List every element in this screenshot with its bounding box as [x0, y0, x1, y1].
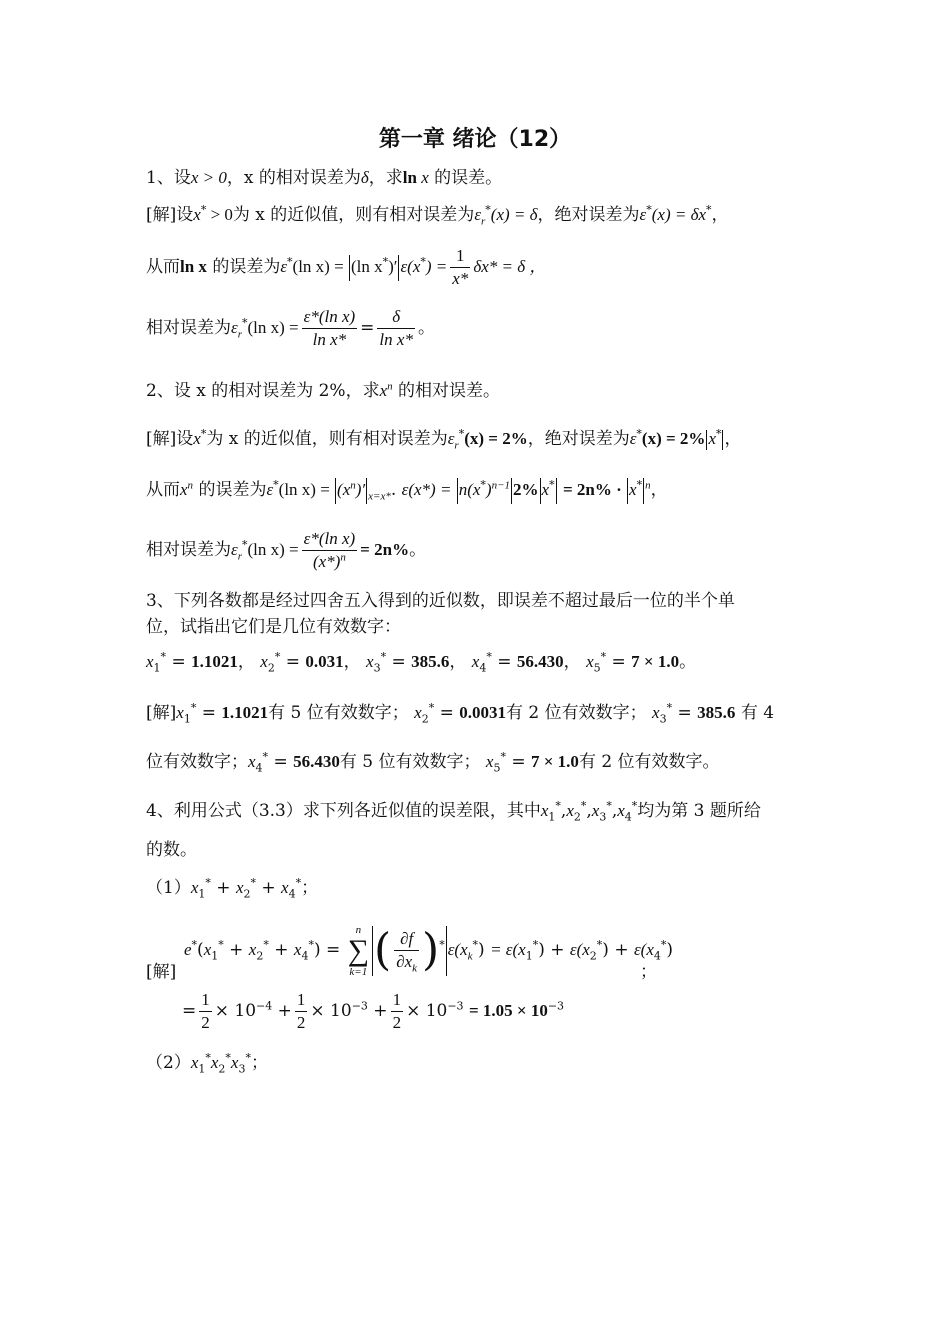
- partial-derivative-fraction: $\frac{\partial f}{\partial x_k}$: [396, 929, 418, 975]
- problem-2-question: 2、设 x 的相对误差为 2%，求$x^n$ 的相对误差。: [146, 380, 501, 401]
- half-fraction-2: $\frac{1}{2}$: [296, 990, 306, 1032]
- fraction-relative-error: $\frac{\text{ε*(ln x)}}{\text{ln x*}}$: [303, 307, 356, 349]
- problem-2-solution-line-1: [解]设x*为 x 的近似值，则有相对误差为$\varepsilon_r^*(x) = 2\%$，绝对误差为ε*(x) = 2% x* ，: [146, 427, 742, 452]
- problem-3-values: $x_1^* = 1.1021$， $x_2^* = 0.031$， $x_3^* = 385.6$， $x_4^* = 56.430$， $x_5^* = 7 \times 1.0$。: [146, 650, 697, 675]
- problem-1-solution-line-1: [解]设x* > 0为 x 的近似值，则有相对误差为$\varepsilon_r^*(x) = \delta$，绝对误差为ε*(x) = δx*，: [146, 203, 729, 228]
- problem-3-solution-line-1: [解]$x_1^* = 1.1021$有 5 位有效数字； $x_2^* = 0.0031$有 2 位有效数字； $x_3^* = 385.6$ 有 4: [146, 701, 775, 726]
- fraction-relative-error-n: $\frac{\text{ε*(ln x)}}{(x*)^n}$: [303, 529, 356, 571]
- summation-sign: n ∑ k=1: [347, 923, 370, 978]
- fraction-one-over-x: $\frac{1}{x*}$: [452, 246, 469, 288]
- solution-label: [解]: [146, 962, 177, 982]
- problem-3-question-line-2: 位，试指出它们是几位有效数字：: [146, 617, 401, 637]
- problem-4-question-line-2: 的数。: [146, 840, 197, 860]
- problem-2-solution-line-3: 相对误差为$\varepsilon_r^*(\ln$ x) = $\frac{\text{ε*(ln x)}}{(x*)^n}$ = 2n%。: [146, 529, 427, 571]
- problem-1-question: 1、设x > 0，x 的相对误差为δ，求ln x 的误差。: [146, 168, 503, 188]
- problem-4-solution-equation-1: $e^*(x_1^* + x_2^* + x_4^*)$ = n ∑ k=1 ( $\frac{\partial f}{\partial x_k}$ )* $\varepsilon(x_k^*) = \varepsilon(x_1^*) + \varepsilon(x_2^*) + \varepsilon(x_4^*)$: [184, 923, 674, 978]
- semicolon: ；: [640, 962, 657, 982]
- half-fraction-1: $\frac{1}{2}$: [201, 990, 210, 1032]
- problem-4-question-line-1: 4、利用公式（3.3）求下列各近似值的误差限，其中$x_1^*,x_2^*,x_3^*,x_4^*$均为第 3 题所给: [146, 799, 761, 824]
- problem-1-solution-line-2: 从而ln x 的误差为ε*(ln x) = (ln x*)′ ε(x*) = $\frac{1}{x*}$ δx* = δ ，: [146, 246, 547, 288]
- problem-1-solution-line-3: 相对误差为$\varepsilon_r^*(\ln$ x) = $\frac{\text{ε*(ln x)}}{\text{ln x*}}$ = $\frac{\delta}{\text{ln x*}}$ 。: [146, 307, 435, 349]
- problem-4-item-2: $(2)x_1^*x_2^*x_3^*$；: [146, 1051, 268, 1076]
- problem-4-solution-equation-2: = $\frac{1}{2}$ × $10^{-4}$ + $\frac{1}{2}$ × $10^{-3}$ + $\frac{1}{2}$ × $10^{-3} = 1.05 \times 10^{-3}$: [182, 990, 565, 1032]
- problem-2-solution-line-2: 从而$x^n$ 的误差为ε*(ln $x) = (x^n)'$ $_{x=x*}$. $\varepsilon(x*) = n(x^*)^{n-1}$ 2% x* = 2n% · x* $^n$，: [146, 478, 668, 503]
- fraction-delta-over-ln: $\frac{\delta}{\text{ln x*}}$: [379, 307, 413, 349]
- chapter-title: 第一章 绪论（12）: [378, 127, 572, 152]
- problem-3-question-line-1: 3、下列各数都是经过四舍五入得到的近似数，即误差不超过最后一位的半个单: [146, 591, 735, 611]
- problem-4-item-1: $(1)x_1^* + x_2^* + x_4^*$；: [146, 876, 319, 901]
- problem-3-solution-line-2: 位有效数字；$x_4^* = 56.430$有 5 位有效数字； $x_5^* = 7 \times 1.0$有 2 位有效数字。: [146, 750, 720, 775]
- half-fraction-3: $\frac{1}{2}$: [392, 990, 402, 1032]
